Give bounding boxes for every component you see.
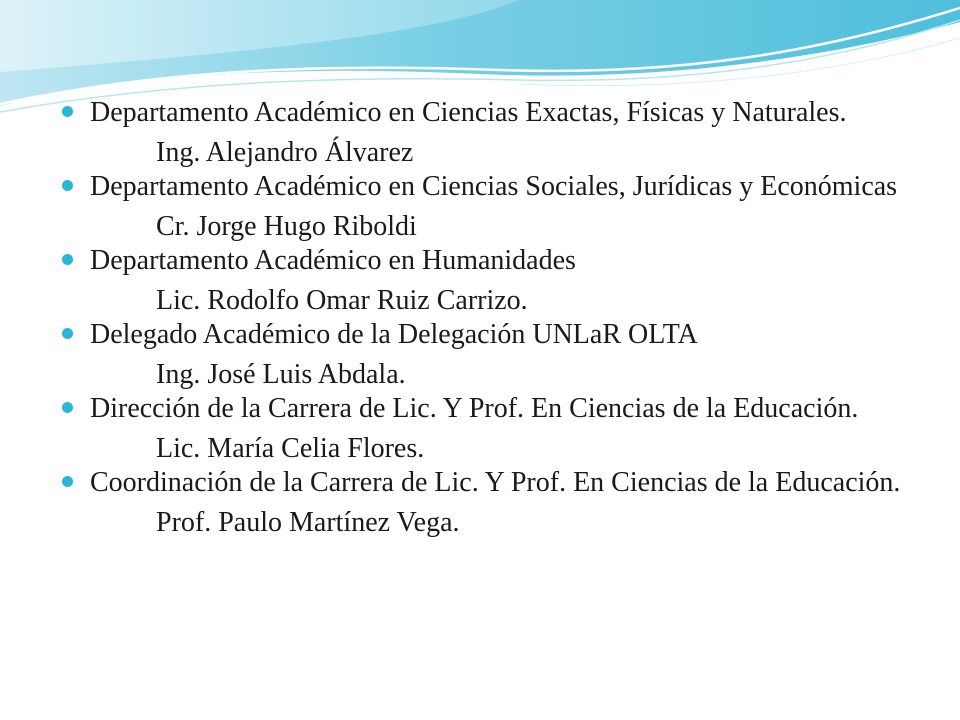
department-title: Departamento Académico en Humanidades: [90, 245, 576, 276]
list-item: [60, 171, 920, 242]
bullet-list: [60, 97, 920, 538]
department-title: Delegado Académico de la Delegación UNLaR OLTA: [90, 319, 698, 350]
person-name: Ing. Alejandro Álvarez: [156, 137, 414, 168]
bullet-icon: [62, 180, 73, 191]
bullet-icon: [62, 402, 73, 413]
list-item: [60, 97, 920, 168]
list-item: [60, 245, 920, 316]
department-title: Departamento Académico en Ciencias Sociales, Jurídicas y Económicas: [90, 171, 898, 202]
person-name: Lic. María Celia Flores.: [156, 433, 425, 464]
bullet-icon: [62, 106, 73, 117]
list-item: [60, 467, 920, 538]
department-title: Coordinación de la Carrera de Lic. Y Prof. En Ciencias de la Educación.: [90, 467, 901, 498]
bullet-icon: [62, 328, 73, 339]
department-title: Departamento Académico en Ciencias Exactas, Físicas y Naturales.: [90, 97, 847, 128]
list-item: [60, 393, 920, 464]
bullet-icon: [62, 254, 73, 265]
person-name: Lic. Rodolfo Omar Ruiz Carrizo.: [156, 285, 528, 316]
bullet-icon: [62, 476, 73, 487]
person-name: Ing. José Luis Abdala.: [156, 359, 406, 390]
person-name: Prof. Paulo Martínez Vega.: [156, 507, 460, 538]
list-item: [60, 319, 920, 390]
person-name: Cr. Jorge Hugo Riboldi: [156, 211, 417, 242]
department-title: Dirección de la Carrera de Lic. Y Prof. En Ciencias de la Educación.: [90, 393, 859, 424]
